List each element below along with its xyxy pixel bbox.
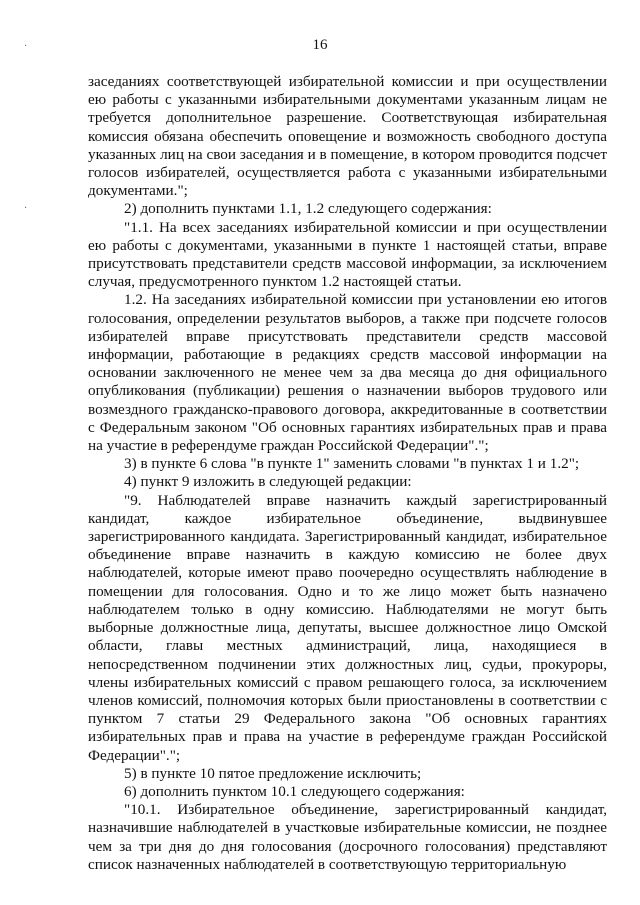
paragraph-clause-9: "9. Наблюдателей вправе назначить каждый зарегистрированный кандидат, каждое избирательное объединение, выдвинувшее зарегистрированного кандидата. Зарегистрированный кандидат, избирательное объединение вправе назначить в каждую комиссию не более двух наблюдателей, которые имеют право поочередно осуществлять наблюдение в помещении для голосования. Одно и то же лицо может быть назначено наблюдателем только в одну комиссию. Наблюдателями не могут быть выборные должностные лица, депутаты, высшее должностное лицо Омской области, главы местных администраций, лица, находящиеся в непосредственном подчинении этих должностных лиц, судьи, прокуроры, члены избирательных комиссий с правом решающего голоса, за исключением членов комиссий, полномочия которых были приостановлены в соответствии с пунктом 7 статьи 29 Федерального закона "Об основных гарантиях избирательных прав и права на участие в референдуме граждан Российской Федерации"."; [88, 491, 607, 764]
paragraph-item-5: 5) в пункте 10 пятое предложение исключить; [124, 764, 422, 782]
page-number: 16 [312, 37, 328, 53]
paragraph-clause-1-2: 1.2. На заседаниях избирательной комиссии при установлении ею итогов голосования, определении результатов выборов, а также при подсчете голосов избирателей вправе присутствовать представители средств массовой информации, работающие в редакциях средств массовой информации на основании заключенного не менее чем за два месяца до дня официального опубликования (публикации) решения о назначении выборов трудового или возмездного гражданско-правового договора, аккредитованные в соответствии с Федеральным законом "Об основных гарантиях избирательных прав и права на участие в референдуме граждан Российской Федерации"."; [88, 291, 607, 455]
paragraph-item-4: 4) пункт 9 изложить в следующей редакции: [124, 473, 412, 491]
paragraph-item-6: 6) дополнить пунктом 10.1 следующего содержания: [124, 782, 465, 800]
body-text [88, 73, 607, 874]
paragraph-item-3: 3) в пункте 6 слова "в пункте 1" заменить словами "в пунктах 1 и 1.2"; [124, 455, 580, 473]
scan-mark: · [24, 203, 28, 214]
paragraph-clause-10-1: "10.1. Избирательное объединение, зарегистрированный кандидат, назначившие наблюдателей в участковые избирательные комиссии, не позднее чем за три дня до дня голосования (досрочного голосования) представляют список назначенных наблюдателей в соответствующую территориальную [88, 801, 607, 873]
scan-mark: · [24, 41, 28, 52]
paragraph-continuation: заседаниях соответствующей избирательной комиссии и при осуществлении ею работы с указанными избирательными документами указанным лицам не требуется дополнительное разрешение. Соответствующая избирательная комиссия обязана обеспечить оповещение и возможность свободного доступа указанных лиц на свои заседания и в помещение, в котором проводится подсчет голосов избирателей, осуществляется работа с указанными избирательными документами."; [88, 73, 607, 200]
paragraph-item-2: 2) дополнить пунктами 1.1, 1.2 следующего содержания: [124, 200, 492, 218]
paragraph-clause-1-1: "1.1. На всех заседаниях избирательной комиссии и при осуществлении ею работы с документами, указанными в пункте 1 настоящей статьи, вправе присутствовать представители средств массовой информации, за исключением случая, предусмотренного пунктом 1.2 настоящей статьи. [88, 218, 607, 291]
